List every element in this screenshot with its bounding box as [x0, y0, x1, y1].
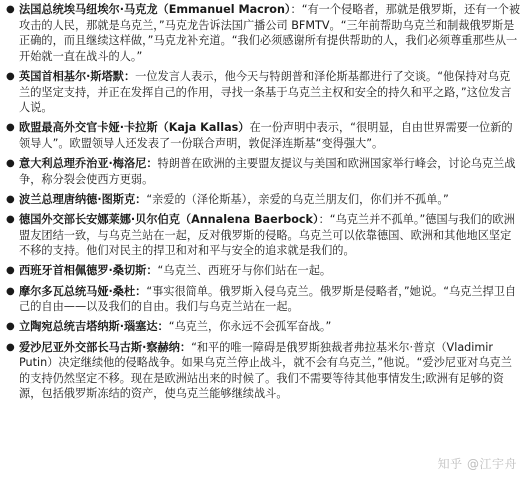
bullet-icon: ●: [6, 321, 15, 333]
speaker-name: 德国外交部长安娜莱娜·贝尔伯克（Annalena Baerbock）: [19, 213, 319, 227]
item-content: [19, 284, 521, 315]
speaker-name: 法国总统埃马纽埃尔·马克龙（Emmanuel Macron）: [19, 3, 291, 16]
list-item: [6, 319, 521, 335]
speaker-name: 波兰总理唐纳德·图斯克：: [19, 192, 147, 206]
bullet-icon: ●: [6, 214, 15, 226]
statement-text: ：“有一个侵略者，那就是俄罗斯，还有一个被攻击的人民，那就是乌克兰，”马克龙告诉法国广播公司 BFMTV。“三年前帮助乌克兰和制裁俄罗斯是正确的，而且继续这样做，”马克龙补充道。“我们必须感谢所有提供帮助的人，我们必须尊重那些从一开始就一直在战斗的人。”: [19, 3, 521, 63]
speaker-name: 意大利总理乔治亚·梅洛尼：: [19, 157, 158, 171]
bullet-icon: ●: [6, 193, 15, 205]
watermark: 知乎 @江宇舟: [437, 457, 517, 471]
item-content: [19, 69, 521, 116]
statement-text: “乌克兰，你永远不会孤军奋战。”: [168, 320, 332, 334]
statement-text: “亲爱的（泽伦斯基），亲爱的乌克兰朋友们，你们并不孤单。”: [146, 192, 449, 206]
speaker-name: 西班牙首相佩德罗·桑切斯：: [19, 264, 158, 278]
statement-text: 特朗普在欧洲的主要盟友提议与美国和欧洲国家举行峰会，讨论乌克兰战争，称分裂会使西方更弱。: [19, 157, 516, 186]
list-item: [6, 284, 521, 315]
speaker-name: 英国首相基尔·斯塔默：: [19, 69, 136, 83]
item-content: [19, 212, 521, 259]
item-content: [19, 156, 521, 187]
list-item: [6, 120, 521, 151]
list-item: [6, 156, 521, 187]
statement-text: ：“乌克兰并不孤单。”德国与我们的欧洲盟友团结一致，与乌克兰站在一起，反对俄罗斯的侵略。乌克兰可以依靠德国、欧洲和其他地区坚定不移的支持。他们对民主的捍卫和对和平与安全的追求就是我们的。: [19, 213, 515, 258]
bullet-icon: ●: [6, 158, 15, 170]
item-content: [19, 192, 521, 208]
speaker-name: 欧盟最高外交官卡娅·卡拉斯（Kaja Kallas）: [19, 121, 250, 135]
list-item: [6, 69, 521, 116]
statement-text: “乌克兰、西班牙与你们站在一起。: [157, 264, 332, 278]
speaker-name: 爱沙尼亚外交部长马古斯·察赫纳：: [19, 340, 192, 354]
list-item: [6, 212, 521, 259]
bullet-icon: ●: [6, 341, 15, 353]
item-content: [19, 319, 521, 335]
speaker-name: 摩尔多瓦总统马娅·桑杜：: [19, 284, 147, 298]
bullet-icon: ●: [6, 4, 15, 15]
item-content: [19, 2, 521, 64]
bullet-icon: ●: [6, 285, 15, 297]
statement-text: “事实很简单。俄罗斯入侵乌克兰。俄罗斯是侵略者，”她说。“乌克兰捍卫自己的自由——以及我们的自由。我们与乌克兰站在一起。: [19, 284, 517, 314]
list-item: [6, 263, 521, 279]
list-item: [6, 340, 521, 402]
list-item: [6, 2, 521, 64]
item-content: [19, 263, 521, 279]
item-content: [19, 340, 521, 402]
item-content: [19, 120, 521, 151]
bullet-icon: ●: [6, 122, 15, 134]
statement-text: 一位发言人表示，他今天与特朗普和泽伦斯基都进行了交谈。“他保持对乌克兰的坚定支持，并正在发挥自己的作用，寻找一条基于乌克兰主权和安全的持久和平之路，”这位发言人说。: [19, 69, 512, 115]
bullet-icon: ●: [6, 70, 15, 82]
statement-text: 在一份声明中表示，“很明显，自由世界需要一位新的领导人”。欧盟领导人还发表了一份联合声明，敦促泽连斯基“变得强大”。: [19, 121, 513, 150]
list-item: [6, 192, 521, 208]
speaker-name: 立陶宛总统吉塔纳斯·瑙塞达：: [19, 320, 169, 334]
statement-text: “和平的唯一障碍是俄罗斯独裁者弗拉基米尔·普京（Vladimir Putin）决定继续他的侵略战争。如果乌克兰停止战斗，就不会有乌克兰，”他说。“爱沙尼亚对乌克兰的支持仍然坚定不移。现在是欧洲站出来的时候了。我们不需要等待其他事情发生;欧洲有足够的资源，包括俄罗斯冻结的资产，使乌克兰能够继续战斗。: [19, 340, 512, 401]
bullet-icon: ●: [6, 265, 15, 277]
